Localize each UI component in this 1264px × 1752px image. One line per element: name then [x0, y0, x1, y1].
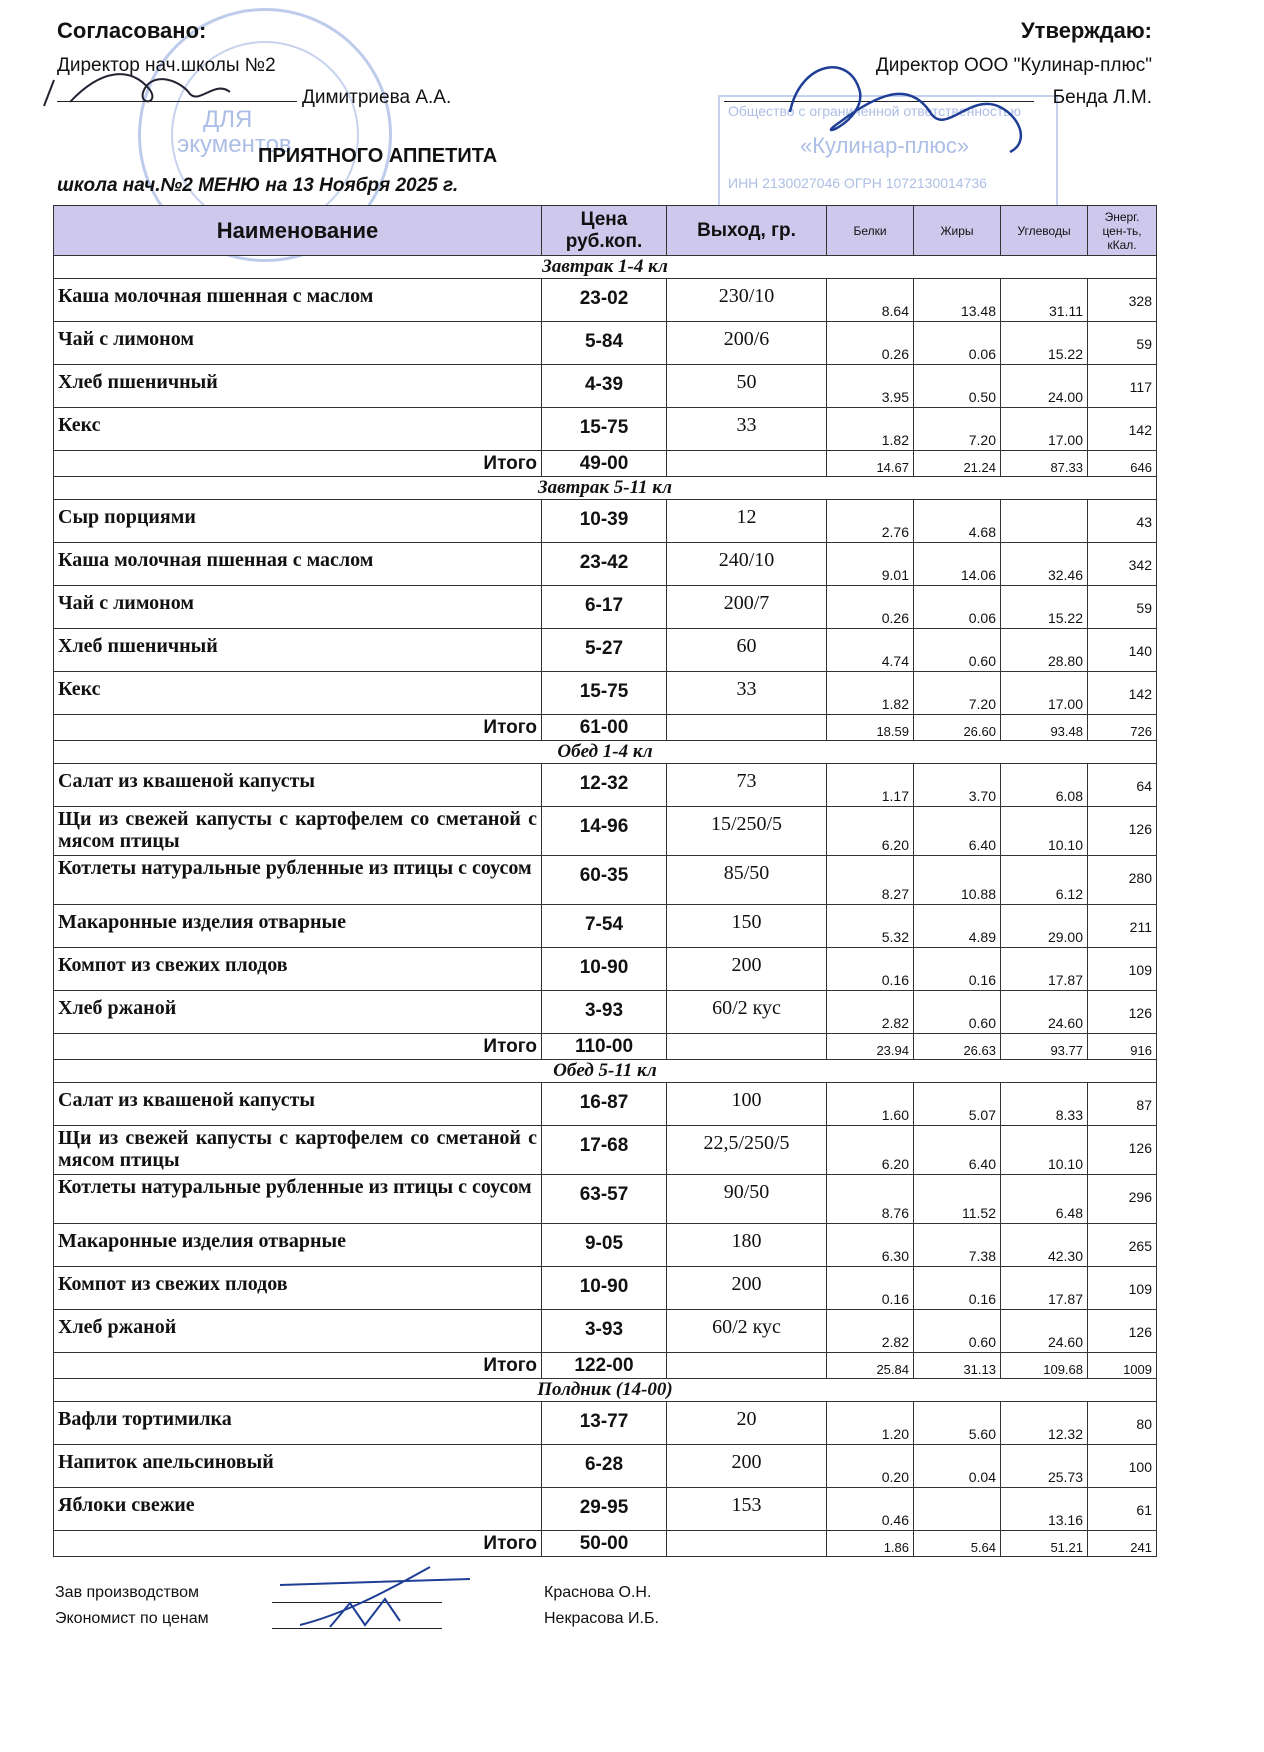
dish-carbs: 28.80 [1001, 629, 1088, 672]
dish-protein: 6.30 [827, 1224, 914, 1267]
total-label: Итого [54, 1034, 542, 1060]
dish-yield: 60 [667, 629, 827, 672]
dish-yield: 230/10 [667, 279, 827, 322]
total-yield [667, 451, 827, 477]
dish-kcal: 80 [1088, 1402, 1157, 1445]
dish-kcal: 280 [1088, 856, 1157, 905]
school-stamp-text: ДЛЯ [203, 106, 253, 133]
dish-fat: 7.20 [914, 672, 1001, 715]
approve-heading: Утверждаю: [1021, 18, 1152, 43]
dish-carbs: 24.60 [1001, 991, 1088, 1034]
table-row [54, 807, 1157, 856]
dish-kcal: 43 [1088, 500, 1157, 543]
dish-price: 14-96 [542, 807, 667, 856]
dish-yield: 240/10 [667, 543, 827, 586]
table-row [54, 1310, 1157, 1353]
total-carbs: 109.68 [1001, 1353, 1088, 1379]
dish-fat: 14.06 [914, 543, 1001, 586]
dish-kcal: 140 [1088, 629, 1157, 672]
dish-protein: 8.64 [827, 279, 914, 322]
total-protein: 14.67 [827, 451, 914, 477]
dish-kcal: 59 [1088, 322, 1157, 365]
dish-fat: 0.50 [914, 365, 1001, 408]
dish-carbs: 15.22 [1001, 586, 1088, 629]
dish-price: 23-42 [542, 543, 667, 586]
dish-name: Компот из свежих плодов [54, 1267, 542, 1310]
dish-price: 17-68 [542, 1126, 667, 1175]
dish-carbs: 17.00 [1001, 672, 1088, 715]
dish-price: 10-39 [542, 500, 667, 543]
dish-fat: 5.60 [914, 1402, 1001, 1445]
company-stamp-text: Общество с ограниченной ответственностью [728, 103, 1022, 119]
dish-yield: 200/6 [667, 322, 827, 365]
total-protein: 25.84 [827, 1353, 914, 1379]
total-price: 49-00 [542, 451, 667, 477]
dish-yield: 22,5/250/5 [667, 1126, 827, 1175]
dish-protein: 5.32 [827, 905, 914, 948]
dish-name: Хлеб пшеничный [54, 629, 542, 672]
dish-yield: 200 [667, 1267, 827, 1310]
total-label: Итого [54, 1353, 542, 1379]
dish-price: 6-17 [542, 586, 667, 629]
dish-kcal: 59 [1088, 586, 1157, 629]
economist-role: Экономист по ценам [55, 1610, 209, 1627]
signature-line [272, 1628, 442, 1629]
dish-kcal: 126 [1088, 1126, 1157, 1175]
dish-name: Чай с лимоном [54, 322, 542, 365]
company-stamp-text: «Кулинар-плюс» [800, 133, 970, 158]
dish-carbs: 6.12 [1001, 856, 1088, 905]
table-row [54, 1267, 1157, 1310]
table-row [54, 672, 1157, 715]
section-title: Обед 1-4 кл [54, 741, 1157, 764]
dish-carbs: 17.87 [1001, 948, 1088, 991]
dish-protein: 3.95 [827, 365, 914, 408]
total-yield [667, 1531, 827, 1557]
table-row [54, 365, 1157, 408]
dish-protein: 0.16 [827, 1267, 914, 1310]
total-carbs: 93.77 [1001, 1034, 1088, 1060]
total-row [54, 1034, 1157, 1060]
total-kcal: 646 [1088, 451, 1157, 477]
dish-price: 10-90 [542, 948, 667, 991]
dish-kcal: 126 [1088, 1310, 1157, 1353]
dish-fat: 0.16 [914, 948, 1001, 991]
dish-protein: 6.20 [827, 1126, 914, 1175]
signature-line [724, 101, 1034, 102]
dish-kcal: 64 [1088, 764, 1157, 807]
dish-fat: 4.68 [914, 500, 1001, 543]
dish-kcal: 328 [1088, 279, 1157, 322]
dish-price: 13-77 [542, 1402, 667, 1445]
dish-yield: 20 [667, 1402, 827, 1445]
total-row [54, 1353, 1157, 1379]
company-director-name: Бенда Л.М. [1052, 87, 1152, 108]
dish-price: 4-39 [542, 365, 667, 408]
school-director-name: Димитриева А.А. [302, 87, 452, 108]
dish-fat: 7.38 [914, 1224, 1001, 1267]
dish-fat [914, 1488, 1001, 1531]
section-row [54, 1060, 1157, 1083]
total-label: Итого [54, 715, 542, 741]
dish-name: Кекс [54, 408, 542, 451]
dish-carbs: 29.00 [1001, 905, 1088, 948]
dish-name: Чай с лимоном [54, 586, 542, 629]
menu-table [53, 205, 1157, 1557]
dish-carbs: 15.22 [1001, 322, 1088, 365]
column-header-yield: Выход, гр. [667, 206, 827, 256]
dish-kcal: 296 [1088, 1175, 1157, 1224]
total-price: 122-00 [542, 1353, 667, 1379]
dish-fat: 4.89 [914, 905, 1001, 948]
total-price: 110-00 [542, 1034, 667, 1060]
dish-fat: 0.04 [914, 1445, 1001, 1488]
dish-name: Щи из свежей капусты с картофелем со сметаной с мясом птицы [54, 807, 542, 856]
dish-name: Кекс [54, 672, 542, 715]
dish-kcal: 265 [1088, 1224, 1157, 1267]
dish-name: Макаронные изделия отварные [54, 1224, 542, 1267]
dish-kcal: 211 [1088, 905, 1157, 948]
dish-yield: 153 [667, 1488, 827, 1531]
dish-name: Каша молочная пшенная с маслом [54, 543, 542, 586]
dish-protein: 9.01 [827, 543, 914, 586]
dish-price: 63-57 [542, 1175, 667, 1224]
table-row [54, 322, 1157, 365]
dish-name: Щи из свежей капусты с картофелем со сметаной с мясом птицы [54, 1126, 542, 1175]
total-yield [667, 1353, 827, 1379]
table-row [54, 764, 1157, 807]
dish-protein: 0.46 [827, 1488, 914, 1531]
dish-fat: 0.06 [914, 322, 1001, 365]
dish-fat: 7.20 [914, 408, 1001, 451]
dish-price: 29-95 [542, 1488, 667, 1531]
economist-name: Некрасова И.Б. [544, 1610, 659, 1627]
column-header-kcal: Энерг. цен-ть, кКал. [1088, 206, 1157, 256]
dish-price: 9-05 [542, 1224, 667, 1267]
dish-kcal: 61 [1088, 1488, 1157, 1531]
dish-yield: 180 [667, 1224, 827, 1267]
signature-line [57, 101, 297, 102]
dish-carbs: 24.00 [1001, 365, 1088, 408]
dish-name: Хлеб ржаной [54, 991, 542, 1034]
dish-name: Напиток апельсиновый [54, 1445, 542, 1488]
production-manager-name: Краснова О.Н. [544, 1584, 652, 1601]
dish-protein: 0.20 [827, 1445, 914, 1488]
total-fat: 31.13 [914, 1353, 1001, 1379]
dish-name: Вафли тортимилка [54, 1402, 542, 1445]
dish-name: Хлеб пшеничный [54, 365, 542, 408]
dish-yield: 15/250/5 [667, 807, 827, 856]
dish-protein: 0.16 [827, 948, 914, 991]
dish-fat: 0.16 [914, 1267, 1001, 1310]
dish-price: 12-32 [542, 764, 667, 807]
total-fat: 21.24 [914, 451, 1001, 477]
school-director-role: Директор нач.школы №2 [57, 55, 276, 76]
dish-yield: 85/50 [667, 856, 827, 905]
dish-yield: 150 [667, 905, 827, 948]
dish-protein: 8.27 [827, 856, 914, 905]
dish-kcal: 142 [1088, 672, 1157, 715]
company-director-role: Директор ООО "Кулинар-плюс" [875, 55, 1152, 76]
dish-yield: 60/2 кус [667, 1310, 827, 1353]
dish-protein: 8.76 [827, 1175, 914, 1224]
dish-yield: 50 [667, 365, 827, 408]
dish-name: Компот из свежих плодов [54, 948, 542, 991]
dish-price: 23-02 [542, 279, 667, 322]
table-row [54, 1488, 1157, 1531]
dish-protein: 2.82 [827, 991, 914, 1034]
table-row [54, 856, 1157, 905]
dish-carbs: 32.46 [1001, 543, 1088, 586]
total-kcal: 241 [1088, 1531, 1157, 1557]
dish-yield: 60/2 кус [667, 991, 827, 1034]
dish-protein: 2.76 [827, 500, 914, 543]
dish-price: 16-87 [542, 1083, 667, 1126]
dish-kcal: 342 [1088, 543, 1157, 586]
total-kcal: 916 [1088, 1034, 1157, 1060]
dish-kcal: 126 [1088, 807, 1157, 856]
menu-title: ПРИЯТНОГО АППЕТИТА [258, 145, 498, 167]
section-row [54, 741, 1157, 764]
dish-kcal: 100 [1088, 1445, 1157, 1488]
signature-footer [270, 1555, 490, 1635]
dish-carbs: 17.87 [1001, 1267, 1088, 1310]
section-row [54, 477, 1157, 500]
table-header [54, 206, 1157, 256]
table-row [54, 543, 1157, 586]
dish-fat: 3.70 [914, 764, 1001, 807]
dish-fat: 5.07 [914, 1083, 1001, 1126]
dish-price: 5-84 [542, 322, 667, 365]
total-row [54, 1531, 1157, 1557]
table-row [54, 1402, 1157, 1445]
dish-protein: 1.60 [827, 1083, 914, 1126]
table-row [54, 629, 1157, 672]
section-row [54, 1379, 1157, 1402]
dish-carbs: 10.10 [1001, 1126, 1088, 1175]
dish-fat: 0.60 [914, 629, 1001, 672]
total-row [54, 451, 1157, 477]
dish-yield: 200 [667, 948, 827, 991]
table-row [54, 586, 1157, 629]
dish-fat: 6.40 [914, 807, 1001, 856]
dish-carbs: 8.33 [1001, 1083, 1088, 1126]
column-header-fat: Жиры [914, 206, 1001, 256]
dish-price: 7-54 [542, 905, 667, 948]
table-row [54, 1083, 1157, 1126]
total-protein: 23.94 [827, 1034, 914, 1060]
total-yield [667, 715, 827, 741]
table-row [54, 1126, 1157, 1175]
dish-name: Салат из квашеной капусты [54, 764, 542, 807]
table-row [54, 948, 1157, 991]
total-label: Итого [54, 1531, 542, 1557]
dish-yield: 100 [667, 1083, 827, 1126]
dish-carbs: 13.16 [1001, 1488, 1088, 1531]
dish-yield: 90/50 [667, 1175, 827, 1224]
dish-carbs: 31.11 [1001, 279, 1088, 322]
dish-name: Каша молочная пшенная с маслом [54, 279, 542, 322]
total-kcal: 1009 [1088, 1353, 1157, 1379]
dish-protein: 1.82 [827, 408, 914, 451]
dish-carbs: 6.48 [1001, 1175, 1088, 1224]
dish-price: 5-27 [542, 629, 667, 672]
dish-yield: 200/7 [667, 586, 827, 629]
dish-carbs: 42.30 [1001, 1224, 1088, 1267]
signature-line [272, 1602, 442, 1603]
section-title: Обед 5-11 кл [54, 1060, 1157, 1083]
dish-yield: 200 [667, 1445, 827, 1488]
dish-fat: 0.60 [914, 991, 1001, 1034]
dish-fat: 10.88 [914, 856, 1001, 905]
school-stamp-text: экументов [177, 131, 292, 158]
dish-price: 6-28 [542, 1445, 667, 1488]
table-row [54, 500, 1157, 543]
dish-kcal: 87 [1088, 1083, 1157, 1126]
dish-protein: 0.26 [827, 586, 914, 629]
dish-fat: 0.60 [914, 1310, 1001, 1353]
dish-fat: 0.06 [914, 586, 1001, 629]
total-fat: 26.60 [914, 715, 1001, 741]
dish-protein: 2.82 [827, 1310, 914, 1353]
total-fat: 26.63 [914, 1034, 1001, 1060]
table-row [54, 1175, 1157, 1224]
approved-heading: Согласовано: [57, 18, 207, 43]
dish-yield: 73 [667, 764, 827, 807]
table-row [54, 279, 1157, 322]
dish-protein: 1.82 [827, 672, 914, 715]
dish-name: Салат из квашеной капусты [54, 1083, 542, 1126]
dish-price: 10-90 [542, 1267, 667, 1310]
column-header-carbs: Углеводы [1001, 206, 1088, 256]
dish-kcal: 117 [1088, 365, 1157, 408]
dish-fat: 11.52 [914, 1175, 1001, 1224]
dish-kcal: 109 [1088, 948, 1157, 991]
dish-price: 3-93 [542, 991, 667, 1034]
total-protein: 18.59 [827, 715, 914, 741]
dish-yield: 33 [667, 408, 827, 451]
dish-carbs: 17.00 [1001, 408, 1088, 451]
dish-carbs: 10.10 [1001, 807, 1088, 856]
total-fat: 5.64 [914, 1531, 1001, 1557]
dish-fat: 6.40 [914, 1126, 1001, 1175]
dish-carbs: 25.73 [1001, 1445, 1088, 1488]
table-row [54, 905, 1157, 948]
dish-name: Яблоки свежие [54, 1488, 542, 1531]
total-row [54, 715, 1157, 741]
dish-carbs: 6.08 [1001, 764, 1088, 807]
dish-protein: 4.74 [827, 629, 914, 672]
section-title: Завтрак 1-4 кл [54, 256, 1157, 279]
table-row [54, 408, 1157, 451]
dish-protein: 0.26 [827, 322, 914, 365]
dish-protein: 1.17 [827, 764, 914, 807]
dish-yield: 12 [667, 500, 827, 543]
dish-carbs: 12.32 [1001, 1402, 1088, 1445]
dish-carbs [1001, 500, 1088, 543]
total-carbs: 51.21 [1001, 1531, 1088, 1557]
dish-protein: 6.20 [827, 807, 914, 856]
table-row [54, 1224, 1157, 1267]
total-price: 61-00 [542, 715, 667, 741]
table-row [54, 1445, 1157, 1488]
total-label: Итого [54, 451, 542, 477]
dish-price: 15-75 [542, 672, 667, 715]
column-header-name: Наименование [54, 206, 542, 256]
column-header-protein: Белки [827, 206, 914, 256]
dish-name: Сыр порциями [54, 500, 542, 543]
total-kcal: 726 [1088, 715, 1157, 741]
dish-name: Котлеты натуральные рубленные из птицы с соусом [54, 856, 542, 905]
dish-name: Хлеб ржаной [54, 1310, 542, 1353]
column-header-price: Цена руб.коп. [542, 206, 667, 256]
total-yield [667, 1034, 827, 1060]
section-title: Полдник (14-00) [54, 1379, 1157, 1402]
dish-fat: 13.48 [914, 279, 1001, 322]
production-manager-role: Зав производством [55, 1584, 199, 1601]
dish-kcal: 142 [1088, 408, 1157, 451]
menu-body [54, 256, 1157, 1557]
dish-yield: 33 [667, 672, 827, 715]
dish-name: Котлеты натуральные рубленные из птицы с соусом [54, 1175, 542, 1224]
total-price: 50-00 [542, 1531, 667, 1557]
total-carbs: 87.33 [1001, 451, 1088, 477]
dish-kcal: 109 [1088, 1267, 1157, 1310]
total-protein: 1.86 [827, 1531, 914, 1557]
total-carbs: 93.48 [1001, 715, 1088, 741]
company-stamp-text: ИНН 2130027046 ОГРН 1072130014736 [728, 175, 987, 191]
dish-price: 15-75 [542, 408, 667, 451]
dish-carbs: 24.60 [1001, 1310, 1088, 1353]
dish-protein: 1.20 [827, 1402, 914, 1445]
table-row [54, 991, 1157, 1034]
dish-kcal: 126 [1088, 991, 1157, 1034]
menu-subtitle: школа нач.№2 МЕНЮ на 13 Ноября 2025 г. [57, 175, 459, 196]
dish-price: 3-93 [542, 1310, 667, 1353]
dish-name: Макаронные изделия отварные [54, 905, 542, 948]
section-row [54, 256, 1157, 279]
section-title: Завтрак 5-11 кл [54, 477, 1157, 500]
dish-price: 60-35 [542, 856, 667, 905]
